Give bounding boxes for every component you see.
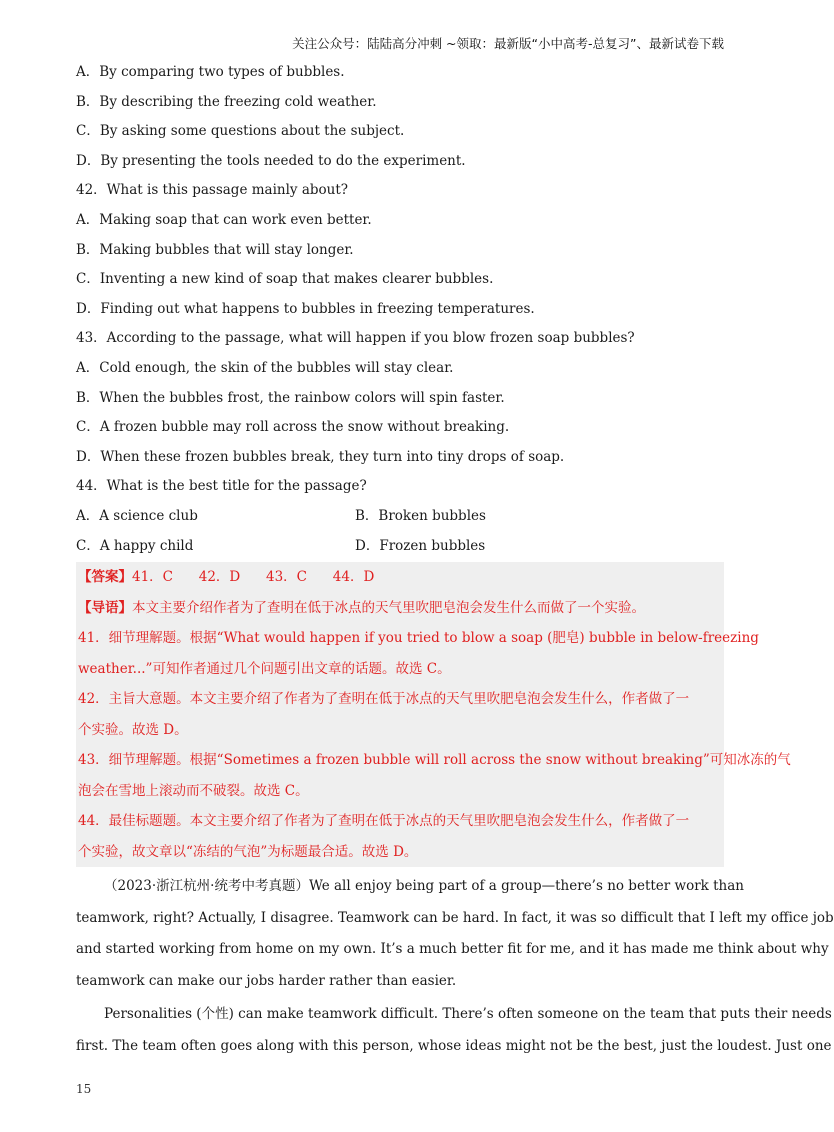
guide-line — [78, 593, 722, 624]
passage-line: and started working from home on my own. It’s a much better fit for me, and it has made me think about why — [76, 941, 829, 958]
explanation-42-line-2: 个实验。故选 D。 — [78, 721, 188, 738]
q43-option-b: B．When the bubbles frost, the rainbow colors will spin faster. — [76, 389, 505, 406]
guide-text: 本文主要介绍作者为了查明在低于冰点的天气里吹肥皂泡会发生什么而做了一个实验。 — [132, 599, 645, 616]
passage-paragraph-2 — [76, 999, 832, 1062]
passage-line: first. The team often goes along with this person, whose ideas might not be the best, just the loudest. Just one — [76, 1037, 832, 1054]
q44-option-b: B．Broken bubbles — [355, 507, 486, 524]
q44-option-a: A．A science club — [76, 507, 198, 524]
q41-option-a: A．By comparing two types of bubbles. — [76, 64, 345, 80]
q43-option-d: D．When these frozen bubbles break, they turn into tiny drops of soap. — [76, 448, 565, 465]
question-42 — [76, 176, 724, 324]
explanation-44-line-1: 44．最佳标题题。本文主要介绍了作者为了查明在低于冰点的天气里吹肥皂泡会发生什么，作者做了一 — [78, 813, 690, 830]
q43-stem: 43．According to the passage, what will happen if you blow frozen soap bubbles? — [76, 330, 635, 347]
q42-option-c: C．Inventing a new kind of soap that makes clearer bubbles. — [76, 271, 494, 288]
passage-line: teamwork, right? Actually, I disagree. Teamwork can be hard. In fact, it was so difficult that I left my office job — [76, 909, 834, 926]
answer-explanation-box — [76, 562, 791, 867]
q41-option-d: D．By presenting the tools needed to do the experiment. — [76, 152, 466, 169]
q42-option-d: D．Finding out what happens to bubbles in freezing temperatures. — [76, 300, 535, 317]
q42-stem: 42．What is this passage mainly about? — [76, 182, 348, 199]
q44-stem: 44．What is the best title for the passage? — [76, 478, 367, 495]
q41-options — [76, 58, 724, 176]
q44-option-d: D．Frozen bubbles — [355, 537, 486, 554]
answer-key: 41．C 42．D 43．C 44．D — [132, 569, 375, 586]
q42-option-b: B．Making bubbles that will stay longer. — [76, 241, 354, 258]
page-header: 关注公众号：陆陆高分冲刺 ~领取：最新版“小中高考-总复习”、最新试卷下载 — [292, 36, 724, 51]
passage-line: （2023·浙江杭州·统考中考真题）We all enjoy being part of a group—there’s no better work than — [104, 878, 744, 895]
q43-option-c: C．A frozen bubble may roll across the snow without breaking. — [76, 419, 510, 436]
question-43 — [76, 324, 724, 472]
explanation-43-line-2: 泡会在雪地上滚动而不破裂。故选 C。 — [78, 782, 309, 799]
guide-tag: 【导语】 — [78, 599, 132, 616]
q44-options-row-1 — [76, 502, 724, 532]
q43-option-a: A．Cold enough, the skin of the bubbles will stay clear. — [76, 359, 454, 376]
passage-paragraph-1 — [76, 871, 834, 997]
explanation-41-line-2: weather...”可知作者通过几个问题引出文章的话题。故选 C。 — [78, 660, 451, 677]
q41-option-b: B．By describing the freezing cold weather. — [76, 93, 377, 110]
answer-tag: 【答案】 — [78, 569, 132, 586]
explanation-44-line-2: 个实验，故文章以“冻结的气泡”为标题最合适。故选 D。 — [78, 843, 418, 860]
page-content — [76, 58, 834, 1062]
reading-passage — [76, 871, 834, 1062]
explanation-41-line-1: 41．细节理解题。根据“What would happen if you tried to blow a soap (肥皂) bubble in below-freezing — [78, 630, 759, 647]
explanation-42-line-1: 42．主旨大意题。本文主要介绍了作者为了查明在低于冰点的天气里吹肥皂泡会发生什么，作者做了一 — [78, 691, 690, 708]
q42-option-a: A．Making soap that can work even better. — [76, 211, 372, 228]
answer-line — [78, 562, 722, 593]
page-number: 15 — [76, 1082, 92, 1096]
q41-option-c: C．By asking some questions about the subject. — [76, 123, 405, 140]
explanation-43-line-1: 43．细节理解题。根据“Sometimes a frozen bubble will roll across the snow without breaking”可知冰冻的气 — [78, 752, 791, 769]
question-44 — [76, 472, 724, 561]
q44-options-row-2 — [76, 532, 724, 562]
passage-line: teamwork can make our jobs harder rather than easier. — [76, 972, 457, 989]
passage-line: Personalities (个性) can make teamwork difficult. There’s often someone on the team that puts their needs — [104, 1006, 832, 1023]
q44-option-c: C．A happy child — [76, 537, 194, 554]
